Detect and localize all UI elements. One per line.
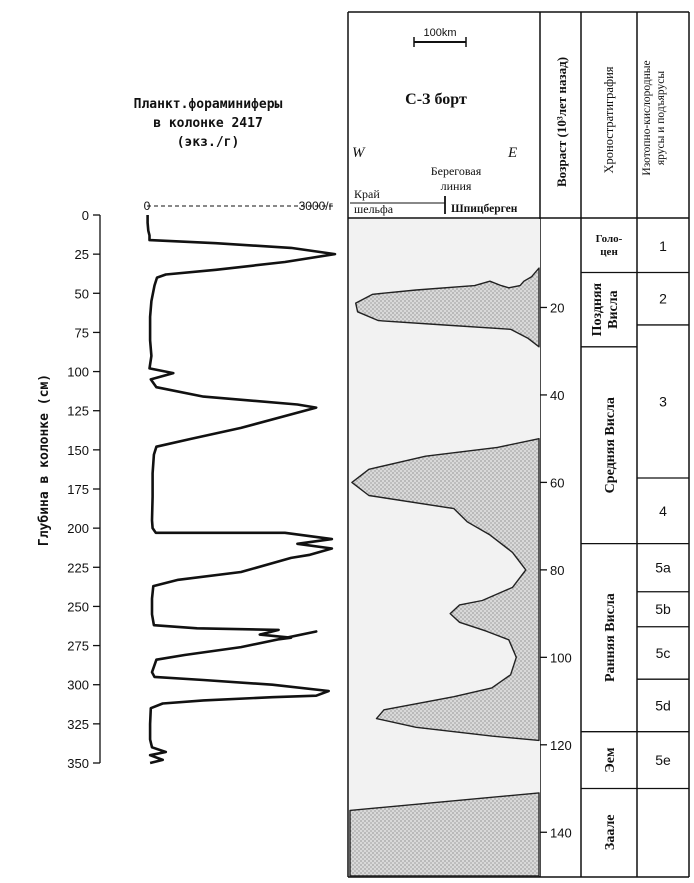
ice-panel-header (350, 27, 518, 216)
isotope-stage-label: 5b (655, 601, 671, 618)
forams-depth-tick-label: 25 (74, 247, 89, 263)
forams-x-tick-label: 3000/г (298, 199, 333, 213)
chrono-unit-label: Ранняя Висла (603, 593, 618, 683)
isotope-title-text: Изотопно-кислородные ярусы и подъярусы (641, 60, 667, 176)
chrono-unit-label: Средняя Висла (603, 397, 618, 494)
isotope-stage-label: 2 (659, 290, 667, 307)
forams-depth-tick-label: 200 (67, 521, 89, 537)
forams-depth-tick-label: 325 (67, 716, 89, 732)
forams-depth-tick-label: 350 (67, 756, 89, 771)
foraminifera-panel (37, 97, 335, 771)
forams-title: Планкт.фораминиферы в колонке 2417 (экз./г) (133, 97, 283, 150)
forams-depth-ticks (67, 208, 100, 771)
forams-depth-tick-label: 0 (81, 208, 89, 223)
age-tick-label: 120 (550, 737, 572, 753)
chrono-unit-label: Голо-цен (595, 233, 623, 259)
chrono-unit-label: ПоздняяВисла (590, 282, 621, 337)
isotope-stage-label: 5c (655, 644, 671, 661)
isotope-stages-column (637, 238, 689, 788)
forams-depth-tick-label: 300 (67, 677, 89, 693)
age-tick-label: 80 (550, 562, 565, 578)
forams-depth-tick-label: 175 (67, 482, 89, 497)
isotope-stage-label: 4 (659, 502, 667, 519)
forams-x-tick-label: 0 (143, 199, 151, 213)
age-tick-label: 60 (550, 475, 565, 491)
isotope-stage-label: 3 (659, 393, 667, 410)
isotope-stage-label: 5a (655, 559, 671, 576)
forams-depth-tick-label: 50 (74, 286, 89, 302)
chrono-unit-label: Эем (603, 747, 618, 773)
forams-depth-tick-label: 75 (74, 325, 89, 341)
isotope-stage-label: 5d (655, 697, 671, 714)
coastline-label: Береговая линия (430, 164, 482, 193)
forams-depth-tick-label: 275 (67, 638, 89, 654)
chrono-column-title: Хроностратиграфия (602, 66, 616, 174)
forams-depth-tick-label: 250 (67, 599, 89, 615)
forams-depth-tick-label: 150 (67, 442, 89, 458)
age-tick-label: 100 (550, 650, 572, 666)
forams-depth-tick-label: 125 (67, 403, 89, 419)
chrono-unit-label: Заале (603, 814, 618, 851)
age-tick-label: 40 (550, 387, 565, 403)
age-axis-title: Возраст (10³лет назад) (554, 56, 569, 188)
isotope-column-title-lines (641, 60, 667, 175)
forams-depth-tick-label: 100 (67, 364, 89, 380)
isotope-stage-label: 5e (655, 752, 671, 769)
age-axis-ticks (540, 300, 572, 840)
forams-depth-tick-label: 225 (67, 560, 89, 576)
svalbard-label: Шпицберген (451, 203, 518, 215)
isotope-stage-label: 1 (659, 238, 667, 255)
age-tick-label: 20 (550, 300, 565, 316)
ice-panel-title: С-З борт (405, 91, 467, 108)
age-tick-label: 140 (550, 825, 572, 841)
forams-depth-axis-label: Глубина в колонке (см) (37, 373, 52, 547)
forams-axis (100, 206, 335, 763)
scale-bar-label: 100km (423, 27, 457, 39)
east-label: E (508, 145, 518, 161)
shelf-edge-label: Край шельфа (354, 187, 394, 216)
forams-abundance-line (148, 215, 335, 763)
west-label: W (352, 145, 365, 161)
chronostratigraphy-column (581, 233, 637, 850)
